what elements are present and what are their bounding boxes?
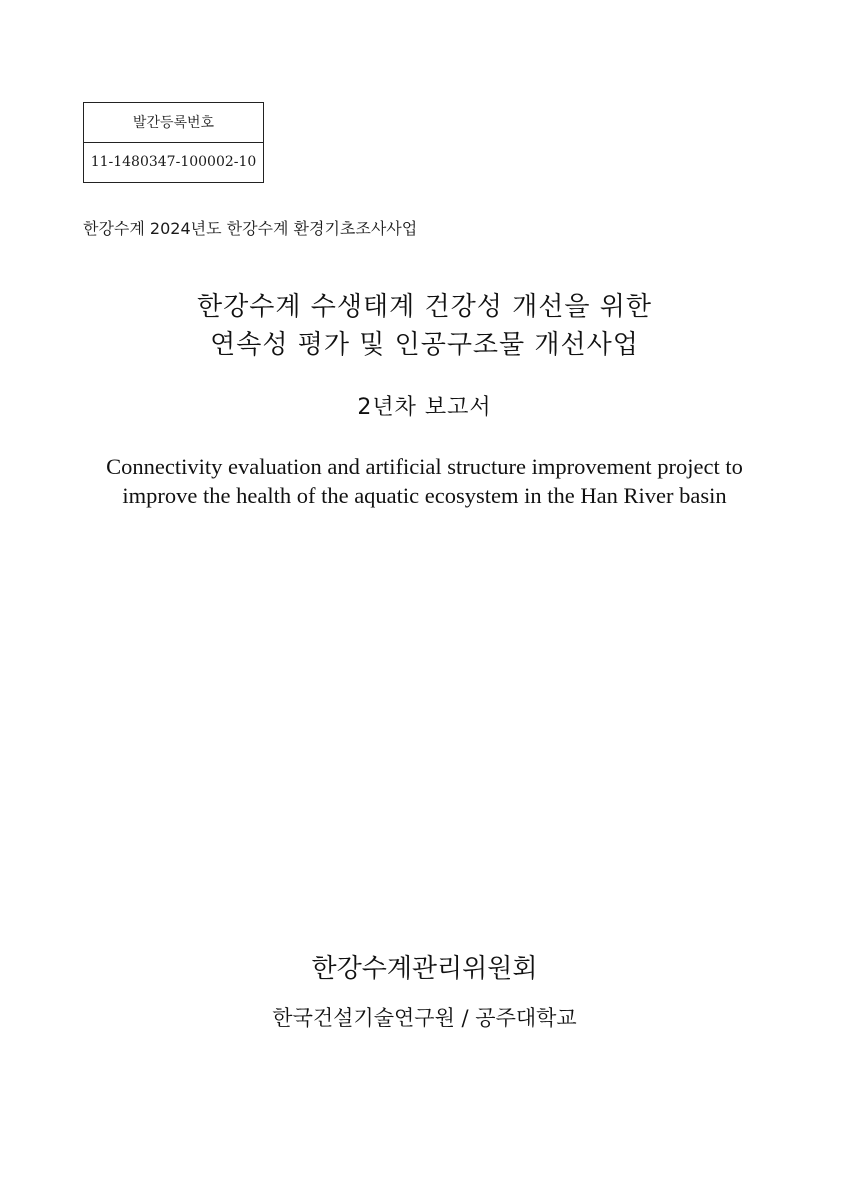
english-title-line-1: Connectivity evaluation and artificial structure improvement project to	[106, 454, 743, 479]
report-title	[0, 288, 849, 364]
report-title-line-2: 연속성 평가 및 인공구조물 개선사업	[210, 330, 639, 360]
publisher-name: 한강수계관리위원회	[311, 954, 538, 984]
research-institutes: 한국건설기술연구원 / 공주대학교	[272, 1006, 577, 1030]
project-program-line: 한강수계 2024년도 한강수계 환경기초조사사업	[83, 219, 418, 238]
registration-number-box	[83, 102, 264, 183]
registration-label: 발간등록번호	[84, 103, 263, 143]
report-subtitle: 2년차 보고서	[357, 395, 492, 420]
registration-number: 11-1480347-100002-10	[90, 154, 257, 171]
report-title-line-1: 한강수계 수생태계 건강성 개선을 위한	[197, 292, 652, 322]
english-title-line-2: improve the health of the aquatic ecosystem in the Han River basin	[122, 483, 727, 508]
english-title	[0, 452, 849, 510]
